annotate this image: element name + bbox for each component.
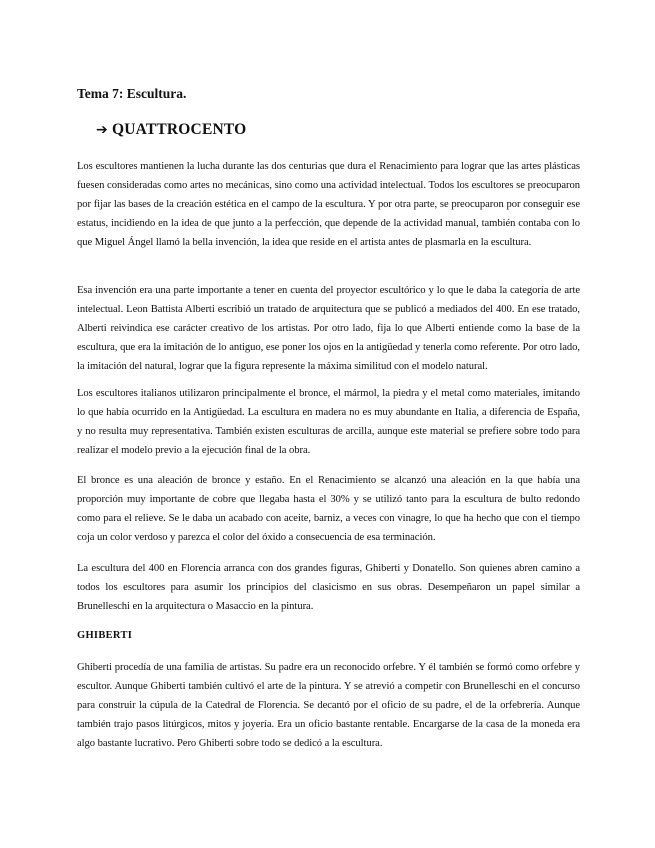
paragraph-4: El bronce es una aleación de bronce y estaño. En el Renacimiento se alcanzó una aleación en la que había una proporción muy importante de cobre que llegaba hasta el 30% y se utilizó tanto para la escultura de bulto redondo como para el relieve. Se le daba un acabado con aceite, barniz, a veces con vinagre, lo que ha hecho que con el tiempo coja un color verdoso y parezca el color del óxido a consecuencia de esa terminación. <box>77 475 580 543</box>
ghiberti-heading: GHIBERTI <box>77 630 133 641</box>
paragraph-5: La escultura del 400 en Florencia arranca con dos grandes figuras, Ghiberti y Donatello. Son quienes abren camino a todos los escultores para asumir los principios del clasicismo en sus obras. Desempeñaron un papel similar a Brunelleschi en la arquitectura o Masaccio en la pintura. <box>77 563 580 612</box>
ghiberti-paragraph: Ghiberti procedía de una familia de artistas. Su padre era un reconocido orfebre. Y él también se formó como orfebre y escultor. Aunque Ghiberti también cultivó el arte de la pintura. Y se atrevió a competir con Brunelleschi en el concurso para construir la cúpula de la Catedral de Florencia. Se decantó por el oficio de su padre, el de la orfebrería. Aunque también trajo pasos litúrgicos, mitos y joyería. Era un oficio bastante rentable. Encargarse de la casa de la moneda era algo bastante lucrativo. Pero Ghiberti sobre todo se dedicó a la escultura. <box>77 662 580 749</box>
section-heading-text: QUATTROCENTO <box>111 121 247 138</box>
paragraph-3: Los escultores italianos utilizaron principalmente el bronce, el mármol, la piedra y el metal como materiales, imitando lo que había ocurrido en la Antigüedad. La escultura en madera no es muy abundante en Italia, a diferencia de España, y no resulta muy representativa. También existen esculturas de arcilla, aunque este material se prefiere sobre todo para realizar el modelo previo a la ejecución final de la obra. <box>77 388 580 456</box>
section-heading <box>96 121 246 139</box>
paragraph-1: Los escultores mantienen la lucha durante las dos centurias que dura el Renacimiento para lograr que las artes plásticas fuesen consideradas como artes no mecánicas, sino como una actividad intelectual. Todos los escultores se preocuparon por fijar las bases de la creación estética en el campo de la escultura. Y por otra parte, se preocuparon por conseguir ese estatus, incidiendo en la idea de que junto a la perfección, que depende de la actividad manual, también contaba con lo que Miguel Ángel llamó la bella invención, la idea que reside en el artista antes de plasmarla en la escultura. <box>77 161 580 248</box>
paragraph-2: Esa invención era una parte importante a tener en cuenta del proyector escultórico y lo que le daba la categoría de arte intelectual. Leon Battista Alberti escribió un tratado de arquitectura que se publicó a mediados del 400. En ese tratado, Alberti reivindica ese carácter creativo de los artistas. Por otro lado, fija lo que Alberti entiende como la base de la escultura, que era la imitación de lo antiguo, ese poner los ojos en la antigüedad y tenerla como referente. Por otro lado, la imitación del natural, lograr que la figura represente la máxima similitud con el modelo natural. <box>77 285 580 372</box>
document-title: Tema 7: Escultura. <box>77 86 187 101</box>
arrow-right-icon: ➔ <box>96 122 108 138</box>
